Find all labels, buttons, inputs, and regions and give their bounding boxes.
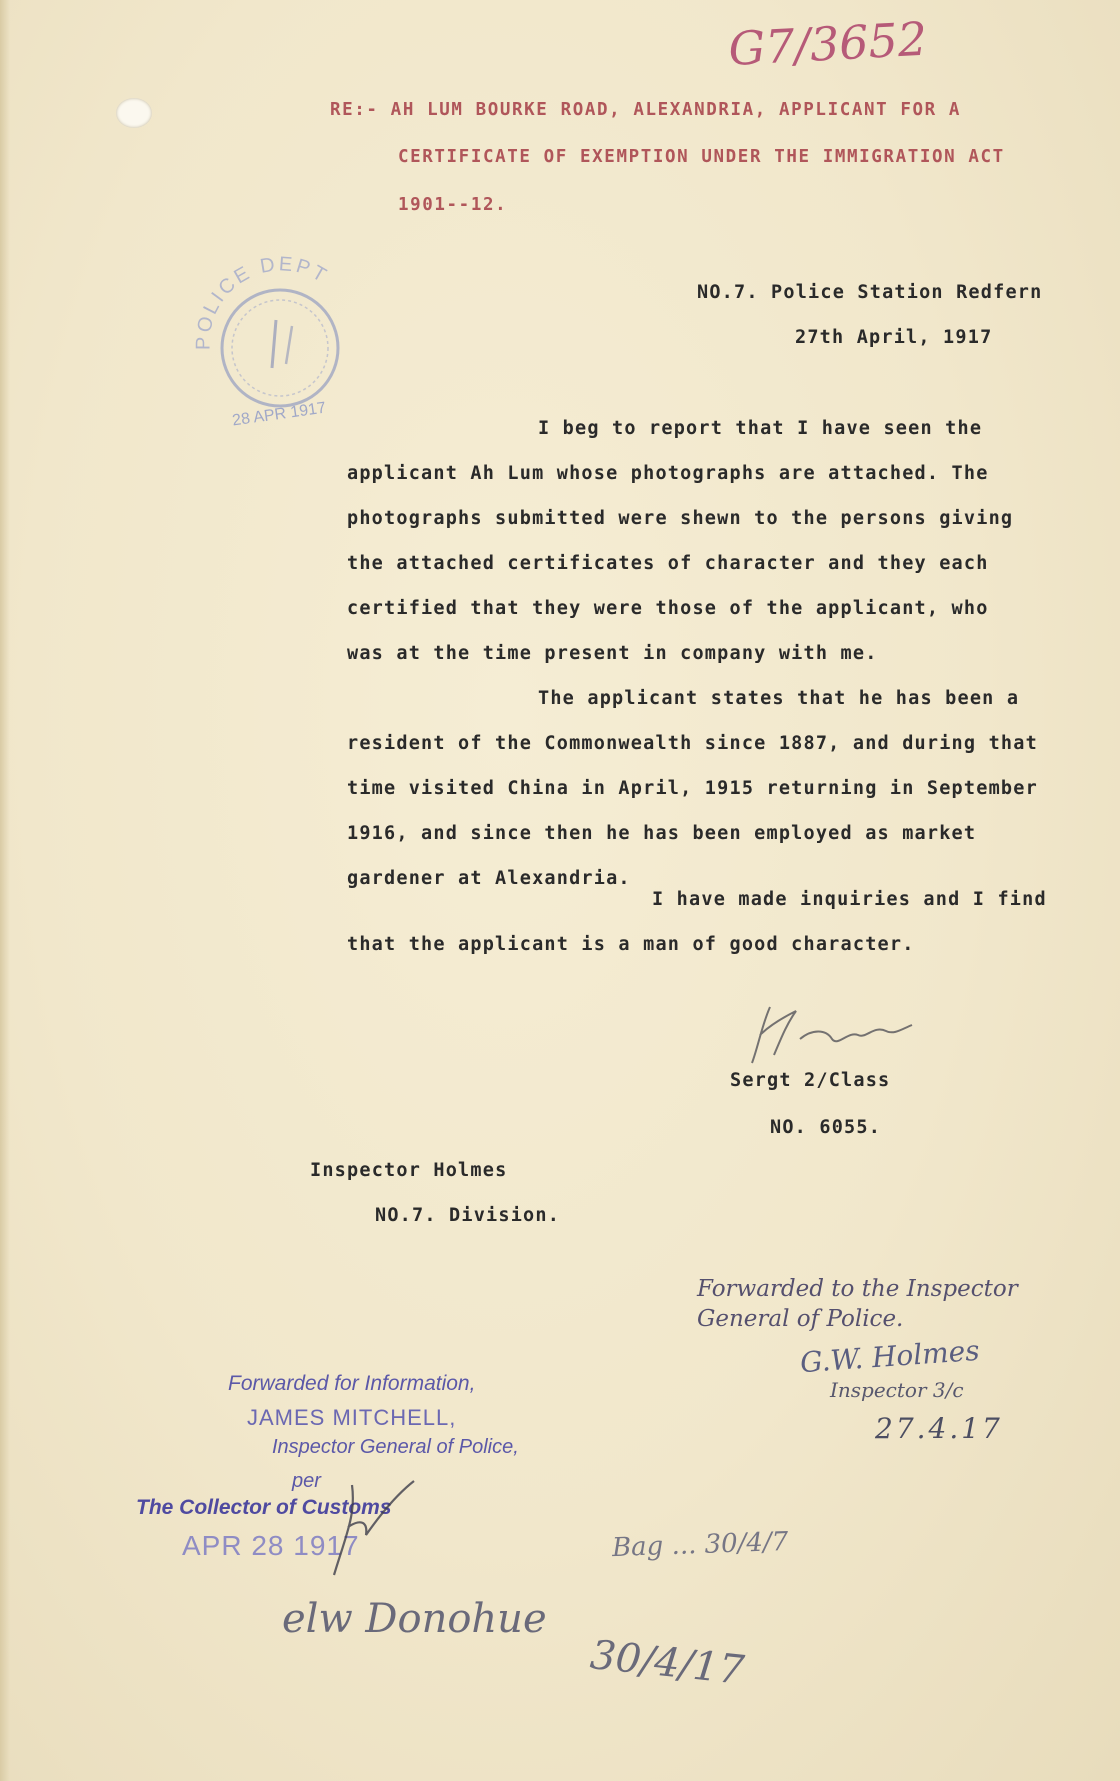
police-stamp-text: POLICE DEPT [192, 253, 333, 351]
body-line: I beg to report that I have seen the [538, 418, 983, 439]
body-line: I have made inquiries and I find [652, 889, 1047, 910]
forward-note-line-2: General of Police. [697, 1306, 904, 1332]
customs-stamp-date: APR 28 1917 [182, 1530, 360, 1561]
file-reference: G7/3652 [727, 11, 929, 76]
police-stamp-date: 28 APR 1917 [231, 399, 327, 430]
customs-stamp-text: The Collector of Customs [136, 1496, 392, 1519]
sergeant-signature [740, 995, 950, 1075]
forward-note-line-1: Forwarded to the Inspector [697, 1276, 1018, 1302]
body-line: gardener at Alexandria. [347, 868, 631, 889]
body-line: that the applicant is a man of good character. [347, 934, 915, 955]
initials-graphic [320, 1475, 430, 1585]
forward-stamp-per: per [292, 1470, 321, 1492]
police-dept-stamp [180, 240, 380, 440]
body-line: was at the time present in company with me. [347, 643, 878, 664]
body-line: applicant Ah Lum whose photographs are attached. The [347, 463, 989, 484]
body-line: certified that they were those of the applicant, who [347, 598, 989, 619]
body-line: resident of the Commonwealth since 1887, and during that [347, 733, 1038, 754]
initials-scrawl [320, 1475, 430, 1585]
body-line: time visited China in April, 1915 returning in September [347, 778, 1038, 799]
forward-stamp-line-3: Inspector General of Police, [272, 1436, 519, 1458]
addressee-name: Inspector Holmes [310, 1160, 508, 1181]
punch-hole [116, 98, 152, 128]
pencil-note-bag: Bag ... 30/4/7 [611, 1526, 789, 1564]
inspector-signature: G.W. Holmes [799, 1333, 981, 1380]
subject-line-1: RE:- AH LUM BOURKE ROAD, ALEXANDRIA, APPLICANT FOR A [330, 100, 962, 120]
body-line: The applicant states that he has been a [538, 688, 1020, 709]
subject-line-2: CERTIFICATE OF EXEMPTION UNDER THE IMMIGRATION ACT [398, 147, 1005, 167]
pencil-note-date: 30/4/17 [588, 1632, 747, 1694]
forward-stamp-line-2: JAMES MITCHELL, [247, 1405, 457, 1430]
forward-stamp-line-1: Forwarded for Information, [228, 1372, 476, 1395]
signature-scrawl [740, 995, 950, 1075]
body-line: photographs submitted were shewn to the persons giving [347, 508, 1014, 529]
pencil-note-name: elw Donohue [282, 1596, 547, 1642]
body-line: the attached certificates of character and they each [347, 553, 989, 574]
station-heading: NO.7. Police Station Redfern [697, 282, 1043, 303]
sergeant-rank: Sergt 2/Class [730, 1070, 891, 1091]
inspector-title: Inspector 3/c [830, 1378, 964, 1402]
subject-line-3: 1901--12. [398, 195, 508, 215]
inspector-date: 27.4.17 [875, 1412, 1003, 1445]
body-line: 1916, and since then he has been employed as market [347, 823, 977, 844]
addressee-division: NO.7. Division. [375, 1205, 561, 1226]
report-date: 27th April, 1917 [795, 327, 993, 348]
sergeant-number: NO. 6055. [770, 1117, 882, 1138]
